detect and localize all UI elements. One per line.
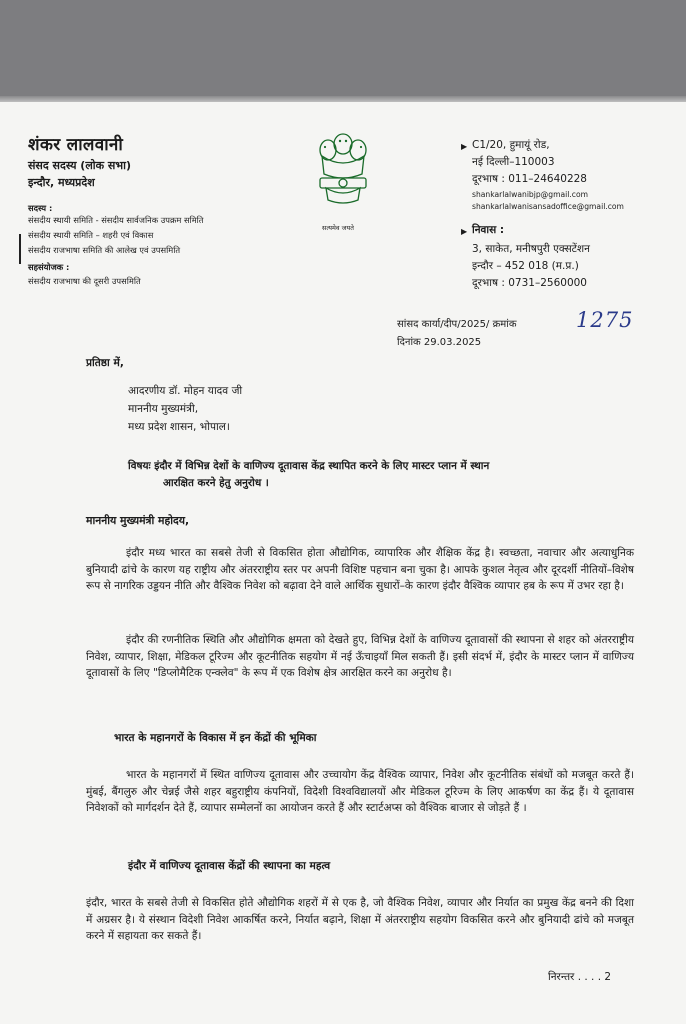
letter-page [0, 102, 686, 1024]
recipient-line: आदरणीय डॉ. मोहन यादव जी [128, 385, 243, 397]
continued-note: निरन्तर . . . . 2 [548, 971, 612, 983]
committee-item: संसदीय स्थायी समिति – शहरी एवं विकास [28, 230, 154, 240]
residence-address-line: इन्दौर – 452 018 (म.प्र.) [472, 260, 579, 272]
delhi-address-line: नई दिल्ली–110003 [472, 156, 555, 168]
email-1: shankarlalwanibjp@gmail.com [472, 190, 589, 199]
body-paragraph: इंदौर की रणनीतिक स्थिति और औद्योगिक क्षमता को देखते हुए, विभिन्न देशों के वाणिज्य दूतावासों की स्थापना से शहर को अंतरराष्ट्रीय निवेश, व्यापार, शिक्षा, मेडिकल टूरिज्म और कूटनीतिक सहयोग में नई ऊँचाइयाँ मिल सकती हैं। इसी संदर्भ में, इंदौर के मास्टर प्लान में वाणिज्य दूतावासों के लिए "डिप्लोमैटिक एन्क्लेव" के रूप में एक विशेष क्षेत्र आरक्षित करने का अनुरोध है। [86, 634, 634, 679]
delhi-address-line: C1/20, हुमायूं रोड, [472, 139, 550, 151]
email-2: shankarlalwanisansadoffice@gmail.com [472, 202, 624, 211]
residence-address-line: 3, साकेत, मनीषपुरी एक्सटेंशन [472, 243, 590, 255]
residence-phone: दूरभाष : 0731–2560000 [472, 277, 587, 289]
committee-item: संसदीय राजभाषा समिति की आलेख एवं उपसमिति [28, 245, 181, 255]
emblem-caption: सत्यमेव जयते [322, 224, 354, 232]
salutation-to: प्रतिष्ठा में, [86, 357, 124, 369]
delhi-phone: दूरभाष : 011–24640228 [472, 173, 587, 185]
body-paragraph: इंदौर मध्य भारत का सबसे तेजी से विकसित होता औद्योगिक, व्यापारिक और शैक्षिक केंद्र है। स्वच्छता, नवाचार और अत्याधुनिक बुनियादी ढांचे के कारण यह राष्ट्रीय और अंतरराष्ट्रीय स्तर पर अपनी विशिष्ट पहचान बना चुका है। आपके कुशल नेतृत्व और दूरदर्शी नीतियों–विशेष रूप से नागरिक उड्डयन नीति और वैश्विक निवेश को बढ़ावा देने वाले आर्थिक सुधारों–के कारण इंदौर वैश्विक व्यापार हब के रूप में उभर रहा है। [86, 547, 634, 592]
section-heading: भारत के महानगरों के विकास में इन केंद्रों की भूमिका [114, 732, 317, 744]
committees-heading: सदस्य : [28, 203, 53, 213]
national-emblem-icon [312, 126, 374, 226]
office-reference: सांसद कार्या/दीप/2025/ क्रमांक [397, 319, 517, 330]
mp-location: इन्दौर, मध्यप्रदेश [28, 176, 95, 189]
convener-heading: सहसंयोजक : [28, 262, 70, 272]
body-paragraph: भारत के महानगरों में स्थित वाणिज्य दूतावास और उच्चायोग केंद्र वैश्विक व्यापार, निवेश और कूटनीतिक संबंधों को मजबूत करते हैं। मुंबई, बैंगलुरु और चेन्नई जैसे शहर बहुराष्ट्रीय कंपनियों, विदेशी विश्वविद्यालयों और मेडिकल टूरिज्म के लिए आकर्षण का केंद्र हैं। ये दूतावास निवेशकों को मार्गदर्शन देते हैं, व्यापार सम्मेलनों का आयोजन करते हैं और स्टार्टअप्स को वैश्विक बाजार से जोड़ते हैं । [86, 769, 634, 814]
residence-heading: निवास : [472, 224, 505, 236]
committee-item: संसदीय स्थायी समिति - संसदीय सार्वजनिक उपक्रम समिति [28, 215, 204, 225]
mp-designation: संसद सदस्य (लोक सभा) [28, 159, 131, 172]
bullet-arrow-icon: ▶ [461, 142, 468, 151]
letter-date: दिनांक 29.03.2025 [397, 337, 482, 348]
handwritten-reference-number: 1275 [576, 308, 634, 332]
margin-pen-mark [19, 234, 21, 264]
convener-item: संसदीय राजभाषा की दूसरी उपसमिति [28, 276, 141, 286]
recipient-line: माननीय मुख्यमंत्री, [128, 403, 199, 415]
greeting: माननीय मुख्यमंत्री महोदय, [86, 514, 190, 527]
subject-line: विषयः इंदौर में विभिन्न देशों के वाणिज्य दूतावास केंद्र स्थापित करने के लिए मास्टर प्लान में स्थान [128, 460, 490, 472]
recipient-line: मध्य प्रदेश शासन, भोपाल। [128, 421, 230, 433]
bullet-arrow-icon: ▶ [461, 227, 468, 236]
mp-name: शंकर लालवानी [28, 135, 124, 155]
subject-line: आरक्षित करने हेतु अनुरोध । [163, 477, 269, 489]
body-paragraph: इंदौर, भारत के सबसे तेजी से विकसित होते औद्योगिक शहरों में से एक है, जो वैश्विक निवेश, व्यापार और निर्यात का प्रमुख केंद्र बनने की दिशा में अग्रसर है। ये संस्थान विदेशी निवेश आकर्षित करने, निर्यात बढ़ाने, शिक्षा में अंतरराष्ट्रीय सहयोग विकसित करने और बुनियादी ढांचे को मजबूत करने में सहायता कर सकते हैं। [86, 897, 634, 942]
section-heading: इंदौर में वाणिज्य दूतावास केंद्रों की स्थापना का महत्व [128, 860, 331, 872]
